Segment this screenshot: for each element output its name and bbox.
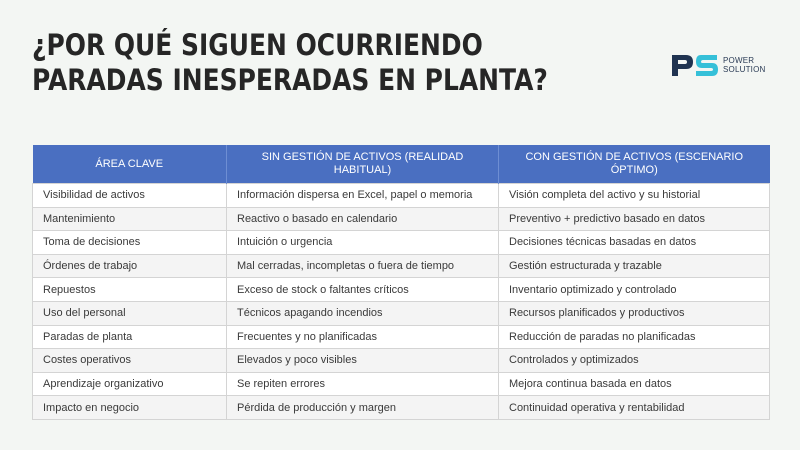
comparison-table (32, 145, 770, 420)
sin-gestion-cell: Se repiten errores (227, 372, 499, 396)
table-row (33, 278, 770, 302)
table-row (33, 254, 770, 278)
con-gestion-cell: Gestión estructurada y trazable (499, 254, 770, 278)
ps-logo-icon (670, 52, 720, 78)
table-body (33, 184, 770, 420)
sin-gestion-cell: Reactivo o basado en calendario (227, 207, 499, 231)
header-area-clave: ÁREA CLAVE (33, 145, 227, 184)
area-cell: Paradas de planta (33, 325, 227, 349)
con-gestion-cell: Visión completa del activo y su historial (499, 184, 770, 208)
con-gestion-cell: Decisiones técnicas basadas en datos (499, 231, 770, 255)
sin-gestion-cell: Técnicos apagando incendios (227, 301, 499, 325)
con-gestion-cell: Preventivo + predictivo basado en datos (499, 207, 770, 231)
sin-gestion-cell: Pérdida de producción y margen (227, 396, 499, 420)
power-solution-logo (670, 52, 766, 78)
con-gestion-cell: Continuidad operativa y rentabilidad (499, 396, 770, 420)
table-row (33, 301, 770, 325)
table-row (33, 396, 770, 420)
area-cell: Aprendizaje organizativo (33, 372, 227, 396)
con-gestion-cell: Reducción de paradas no planificadas (499, 325, 770, 349)
sin-gestion-cell: Frecuentes y no planificadas (227, 325, 499, 349)
con-gestion-cell: Inventario optimizado y controlado (499, 278, 770, 302)
con-gestion-cell: Controlados y optimizados (499, 349, 770, 373)
sin-gestion-cell: Información dispersa en Excel, papel o memoria (227, 184, 499, 208)
table-header-row (33, 145, 770, 184)
area-cell: Visibilidad de activos (33, 184, 227, 208)
area-cell: Impacto en negocio (33, 396, 227, 420)
sin-gestion-cell: Mal cerradas, incompletas o fuera de tiempo (227, 254, 499, 278)
table-row (33, 372, 770, 396)
con-gestion-cell: Mejora continua basada en datos (499, 372, 770, 396)
sin-gestion-cell: Exceso de stock o faltantes críticos (227, 278, 499, 302)
area-cell: Costes operativos (33, 349, 227, 373)
title-line-2: PARADAS INESPERADAS EN PLANTA? (32, 63, 548, 97)
logo-word-solution: SOLUTION (723, 65, 766, 74)
header-con-gestion: CON GESTIÓN DE ACTIVOS (ESCENARIO ÓPTIMO) (499, 145, 770, 184)
con-gestion-cell: Recursos planificados y productivos (499, 301, 770, 325)
logo-wordmark (723, 56, 766, 74)
header-sin-gestion: SIN GESTIÓN DE ACTIVOS (REALIDAD HABITUAL) (227, 145, 499, 184)
table-row (33, 231, 770, 255)
sin-gestion-cell: Intuición o urgencia (227, 231, 499, 255)
area-cell: Repuestos (33, 278, 227, 302)
title-line-1: ¿POR QUÉ SIGUEN OCURRIENDO (32, 28, 483, 62)
table-row (33, 349, 770, 373)
area-cell: Mantenimiento (33, 207, 227, 231)
table-row (33, 207, 770, 231)
area-cell: Órdenes de trabajo (33, 254, 227, 278)
page-title (32, 28, 548, 98)
table-row (33, 325, 770, 349)
area-cell: Uso del personal (33, 301, 227, 325)
area-cell: Toma de decisiones (33, 231, 227, 255)
logo-word-power: POWER (723, 56, 755, 65)
table-row (33, 184, 770, 208)
sin-gestion-cell: Elevados y poco visibles (227, 349, 499, 373)
